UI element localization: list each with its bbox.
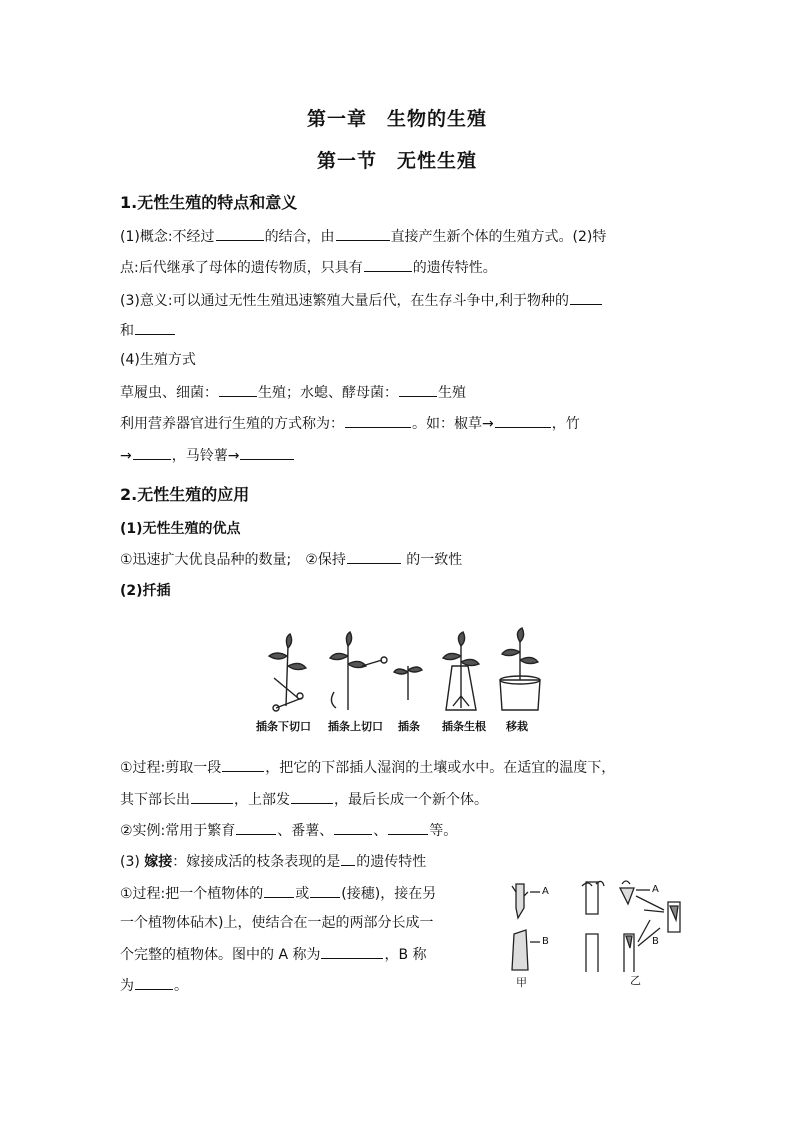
vegetative-line: 利用营养器官进行生殖的方式称为： 。如：椒草→ ，竹	[120, 413, 580, 434]
fill-blank[interactable]	[570, 290, 602, 305]
chapter-title: 第一章 生物的生殖	[306, 108, 487, 130]
fill-blank[interactable]	[336, 226, 390, 241]
figure-label-jia: 甲	[516, 976, 527, 989]
advantages-line: ①迅速扩大优良品种的数量; ②保持 的一致性	[120, 549, 462, 570]
fill-blank[interactable]	[135, 975, 173, 990]
fill-blank[interactable]	[291, 789, 333, 804]
fill-blank[interactable]	[347, 549, 401, 564]
fill-blank[interactable]	[310, 883, 340, 898]
grafting-term: 嫁接	[144, 854, 173, 870]
cutting-process-line-2: 其下部长出 ，上部发 ，最后长成一个新个体。	[120, 789, 488, 810]
graft-label-b: B	[542, 936, 549, 947]
grafting-illustration	[500, 872, 720, 972]
fill-blank[interactable]	[495, 413, 551, 428]
caption-transplant: 移栽	[506, 720, 528, 733]
cutting-process-line: ①过程:剪取一段 ，把它的下部插人湿润的土壤或水中。在适宜的温度下，	[120, 757, 615, 778]
fill-blank[interactable]	[264, 883, 294, 898]
cutting-examples-line: ②实例:常用于繁育 、番薯、 、 等。	[120, 820, 457, 841]
caption-cutting: 插条	[398, 720, 420, 733]
fill-blank[interactable]	[321, 944, 383, 959]
reproduction-modes-heading: (4)生殖方式	[120, 352, 196, 368]
section-title: 第一节 无性生殖	[316, 150, 477, 172]
grafting-process-line-2: 一个植物体砧木)上，使结合在一起的两部分长成一	[120, 915, 434, 931]
fill-blank[interactable]	[388, 820, 428, 835]
fill-blank[interactable]	[345, 413, 411, 428]
graft-label-a: A	[542, 886, 549, 897]
fill-blank[interactable]	[191, 789, 233, 804]
grafting-process-line-3: 个完整的植物体。图中的 A 称为 ，B 称	[120, 944, 427, 965]
caption-upper-cut: 插条上切口	[328, 720, 383, 733]
cutting-figure	[256, 626, 542, 736]
grafting-heading-line: (3) 嫁接：嫁接成活的枝条表现的是 的遗传特性	[120, 851, 426, 872]
concept-line: (1)概念:不经过 的结合，由 直接产生新个体的生殖方式。(2)特	[120, 226, 606, 247]
fill-blank[interactable]	[133, 445, 171, 460]
fill-blank[interactable]	[135, 320, 175, 335]
figure-label-yi: 乙	[630, 974, 641, 987]
fill-blank[interactable]	[334, 820, 372, 835]
graft-label-a2: A	[652, 884, 659, 895]
fill-blank[interactable]	[399, 382, 437, 397]
vegetative-line-2: → ，马铃薯→	[120, 445, 295, 466]
section-2-heading: 2.无性生殖的应用	[120, 485, 250, 504]
grafting-process-line: ①过程:把一个植物体的 或 (接穗)，接在另	[120, 883, 436, 904]
significance-line: (3)意义:可以通过无性生殖迅速繁殖大量后代，在生存斗争中,利于物种的	[120, 290, 603, 311]
cutting-heading: (2)扦插	[120, 583, 171, 599]
significance-line-2: 和	[120, 320, 176, 341]
caption-lower-cut: 插条下切口	[256, 720, 311, 733]
grafting-figure	[500, 872, 720, 990]
modes-line: 草履虫、细菌： 生殖；水螅、酵母菌： 生殖	[120, 382, 466, 403]
traits-line: 点:后代继承了母体的遗传物质，只具有 的遗传特性。	[120, 257, 497, 278]
fill-blank[interactable]	[222, 757, 264, 772]
grafting-process-line-4: 为 。	[120, 975, 188, 996]
cutting-illustration	[256, 626, 542, 718]
fill-blank[interactable]	[219, 382, 257, 397]
fill-blank[interactable]	[216, 226, 264, 241]
fill-blank[interactable]	[240, 445, 294, 460]
fill-blank[interactable]	[236, 820, 276, 835]
caption-rooting: 插条生根	[442, 720, 486, 733]
section-1-heading: 1.无性生殖的特点和意义	[120, 193, 298, 212]
graft-label-b2: B	[652, 936, 659, 947]
fill-blank[interactable]	[341, 851, 355, 866]
advantages-heading: (1)无性生殖的优点	[120, 521, 241, 537]
fill-blank[interactable]	[364, 257, 412, 272]
